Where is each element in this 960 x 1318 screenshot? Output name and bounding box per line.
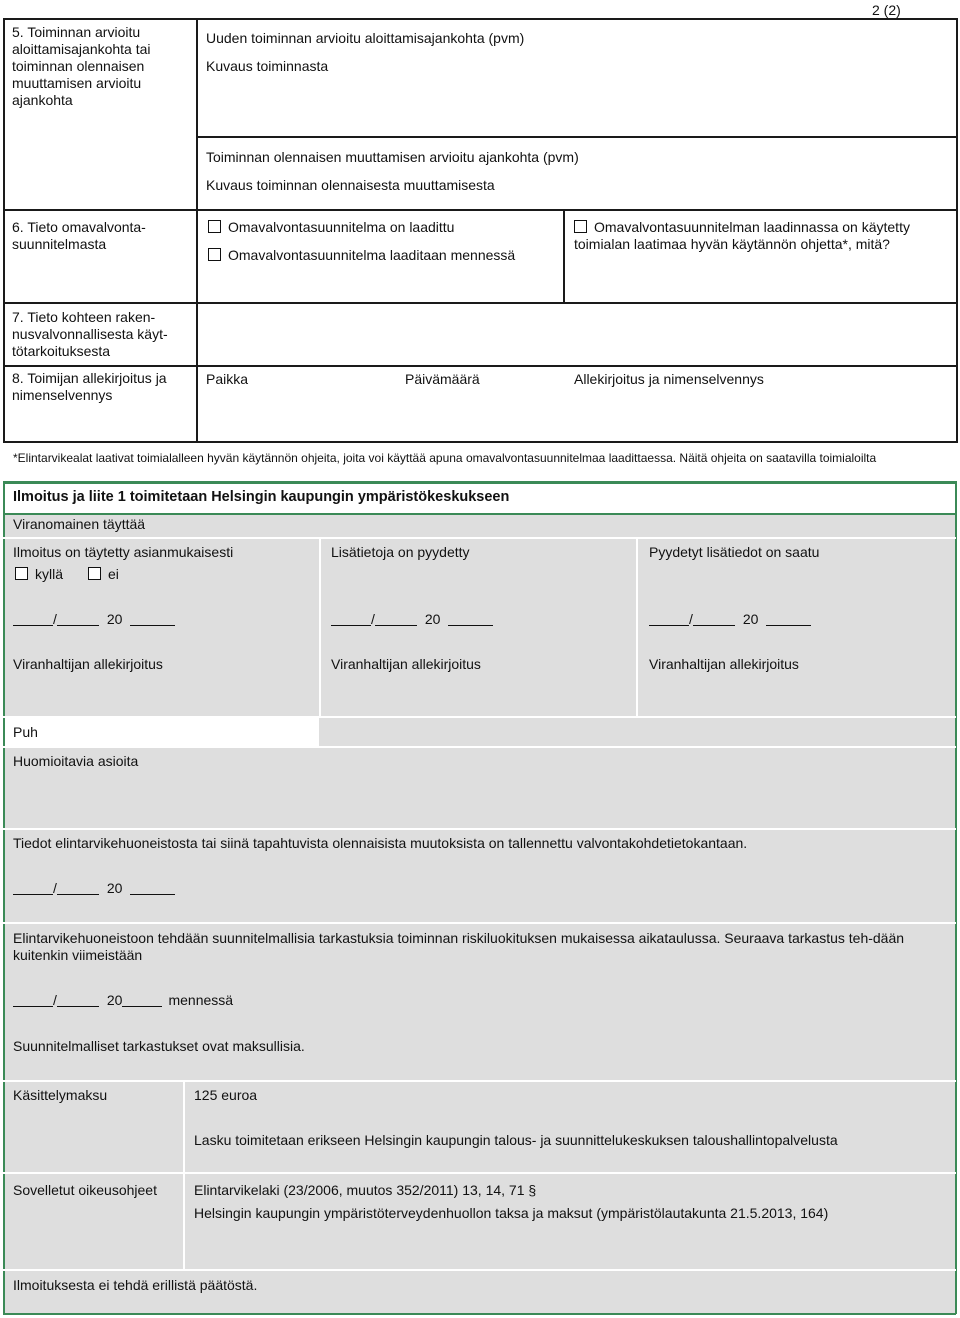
- sec7-label: 7. Tieto kohteen raken-nusvalvonnallisesta käyt-tötarkoituksesta: [12, 309, 168, 359]
- col3-officer-signature: Viranhaltijan allekirjoitus: [649, 656, 799, 672]
- green-bottom-border: [3, 1313, 956, 1315]
- year-prefix: 20: [106, 992, 123, 1008]
- col2-label: Lisätietoja on pyydetty: [331, 544, 470, 560]
- sec6-label: 6. Tieto omavalvonta-suunnitelmasta: [12, 219, 146, 252]
- sec6-option-written[interactable]: [208, 219, 454, 236]
- col2-officer-signature: Viranhaltijan allekirjoitus: [331, 656, 481, 672]
- year-blank[interactable]: [766, 613, 811, 626]
- year-blank[interactable]: [448, 613, 493, 626]
- law-food-act: Elintarvikelaki (23/2006, muutos 352/2011) 13, 14, 71 §: [194, 1182, 537, 1198]
- sec5-label: 5. Toiminnan arvioitu aloittamisajankohta tai toiminnan olennaisen muuttamisen arvioitu ajankohta: [12, 24, 151, 108]
- checkbox-icon[interactable]: [88, 567, 101, 580]
- fee-amount: 125 euroa: [194, 1087, 258, 1103]
- divider-col2: [636, 538, 638, 716]
- date-slash: /: [689, 611, 693, 627]
- divider-decision: [3, 1269, 956, 1271]
- sec6-option-guide[interactable]: [574, 219, 944, 253]
- option-yes-label: kyllä: [35, 566, 64, 582]
- divider-fee-col: [183, 1080, 185, 1270]
- checkbox-icon[interactable]: [574, 220, 587, 233]
- day-blank[interactable]: [649, 613, 689, 626]
- green-left-border: [3, 481, 5, 1314]
- sec5-start-desc-label: Kuvaus toiminnasta: [206, 58, 329, 74]
- invoice-text: Lasku toimitetaan erikseen Helsingin kaupungin talous- ja suunnittelukeskuksen taloushallintopalvelusta: [194, 1132, 838, 1148]
- col1-label: Ilmoitus on täytetty asianmukaisesti: [13, 544, 234, 560]
- sec8-signature-label: Allekirjoitus ja nimenselvennys: [574, 371, 764, 387]
- year-prefix: 20: [106, 611, 123, 627]
- footnote: *Elintarvikealat laativat toimialalleen hyvän käytännön ohjeita, joita voi käyttää apuna omavalvontasuunnitelmaa laadittaessa. Näitä ohjeita on saatavilla toimialoilta: [13, 451, 877, 465]
- authority-title: Ilmoitus ja liite 1 toimitetaan Helsingin kaupungin ympäristökeskukseen: [13, 489, 510, 505]
- database-text: Tiedot elintarvikehuoneistosta tai siinä tapahtuvista olennaisista muutoksista on tallennettu valvontakohdetietokantaan.: [13, 835, 748, 851]
- sec6-column-divider: [563, 209, 565, 303]
- month-blank[interactable]: [693, 613, 735, 626]
- col2-date-field[interactable]: [331, 611, 493, 628]
- option-no-label: ei: [108, 566, 119, 582]
- year-prefix: 20: [742, 611, 759, 627]
- authority-fills-label: Viranomainen täyttää: [13, 516, 146, 532]
- divider-notes: [3, 746, 956, 748]
- inspection-text: Elintarvikehuoneistoon tehdään suunnitelmallisia tarkastuksia toiminnan riskiluokituksen mukaisessa aikataulussa. Seuraava tarkastus teh-dään kuitenkin viimeistään: [13, 930, 905, 963]
- day-blank[interactable]: [13, 613, 53, 626]
- date-slash: /: [53, 992, 57, 1008]
- green-top-rule: [3, 481, 956, 484]
- year-blank[interactable]: [130, 613, 175, 626]
- sec5-change-desc-label: Kuvaus toiminnan olennaisesta muuttamisesta: [206, 177, 495, 193]
- form-bottom-border: [3, 441, 958, 443]
- divider-law: [3, 1172, 956, 1174]
- form-column-divider: [196, 18, 198, 442]
- month-blank[interactable]: [57, 994, 99, 1007]
- month-blank[interactable]: [57, 613, 99, 626]
- day-blank[interactable]: [13, 882, 53, 895]
- notes-label: Huomioitavia asioita: [13, 753, 139, 769]
- sec8-place-label: Paikka: [206, 371, 249, 387]
- option-no[interactable]: [88, 566, 119, 583]
- option-yes[interactable]: [15, 566, 63, 583]
- sec8-date-label: Päivämäärä: [405, 371, 480, 387]
- by-label: mennessä: [168, 992, 234, 1008]
- sec6-bottom-divider: [3, 302, 958, 304]
- sec6-option-in-progress-label: Omavalvontasuunnitelma laaditaan mennessä: [228, 247, 516, 263]
- sec5-bottom-divider: [3, 209, 958, 211]
- fee-label: Käsittelymaksu: [13, 1087, 108, 1103]
- day-blank[interactable]: [13, 994, 53, 1007]
- page-number: 2 (2): [872, 2, 901, 18]
- form-left-border: [3, 18, 5, 442]
- sec8-label: 8. Toimijan allekirjoitus ja nimenselvennys: [12, 370, 167, 403]
- decision-text: Ilmoituksesta ei tehdä erillistä päätöstä.: [13, 1277, 258, 1293]
- date-slash: /: [53, 880, 57, 896]
- divider-inspection: [3, 922, 956, 924]
- fees-text: Suunnitelmalliset tarkastukset ovat maksullisia.: [13, 1038, 305, 1054]
- checkbox-icon[interactable]: [15, 567, 28, 580]
- law-fee-schedule: Helsingin kaupungin ympäristöterveydenhuollon taksa ja maksut (ympäristölautakunta 21.5.2013, 164): [194, 1205, 829, 1221]
- phone-cell-bg: [3, 716, 319, 747]
- law-label: Sovelletut oikeusohjeet: [13, 1182, 157, 1198]
- divider-db: [3, 828, 956, 830]
- sec6-option-written-label: Omavalvontasuunnitelma on laadittu: [228, 219, 455, 235]
- divider-col1: [319, 538, 321, 716]
- database-date-field[interactable]: [13, 880, 175, 897]
- divider-fills: [3, 537, 956, 539]
- day-blank[interactable]: [331, 613, 371, 626]
- sec6-option-guide-label: Omavalvontasuunnitelman laadinnassa on käytetty toimialan laatimaa hyvän käytännön ohjetta*, mitä?: [574, 219, 910, 252]
- col1-officer-signature: Viranhaltijan allekirjoitus: [13, 656, 163, 672]
- divider-fee: [3, 1080, 956, 1082]
- year-prefix: 20: [106, 880, 123, 896]
- date-slash: /: [53, 611, 57, 627]
- checkbox-icon[interactable]: [208, 248, 221, 261]
- inspection-date-field[interactable]: [13, 992, 233, 1009]
- col3-date-field[interactable]: [649, 611, 811, 628]
- sec5-inner-divider: [196, 136, 958, 138]
- form-right-border: [956, 18, 958, 442]
- month-blank[interactable]: [57, 882, 99, 895]
- form-top-border: [3, 18, 958, 20]
- green-right-border: [955, 481, 957, 1314]
- sec5-start-date-label: Uuden toiminnan arvioitu aloittamisajankohta (pvm): [206, 30, 525, 46]
- divider-phone: [3, 716, 956, 718]
- month-blank[interactable]: [375, 613, 417, 626]
- col3-label: Pyydetyt lisätiedot on saatu: [649, 544, 820, 560]
- year-blank[interactable]: [122, 994, 162, 1007]
- phone-label: Puh: [13, 724, 38, 740]
- year-blank[interactable]: [130, 882, 175, 895]
- sec7-bottom-divider: [3, 365, 958, 367]
- sec6-option-in-progress[interactable]: [208, 247, 538, 264]
- date-slash: /: [371, 611, 375, 627]
- green-title-rule: [3, 513, 956, 515]
- col1-date-field[interactable]: [13, 611, 175, 628]
- sec5-change-date-label: Toiminnan olennaisen muuttamisen arvioitu ajankohta (pvm): [206, 149, 579, 165]
- year-prefix: 20: [424, 611, 441, 627]
- checkbox-icon[interactable]: [208, 220, 221, 233]
